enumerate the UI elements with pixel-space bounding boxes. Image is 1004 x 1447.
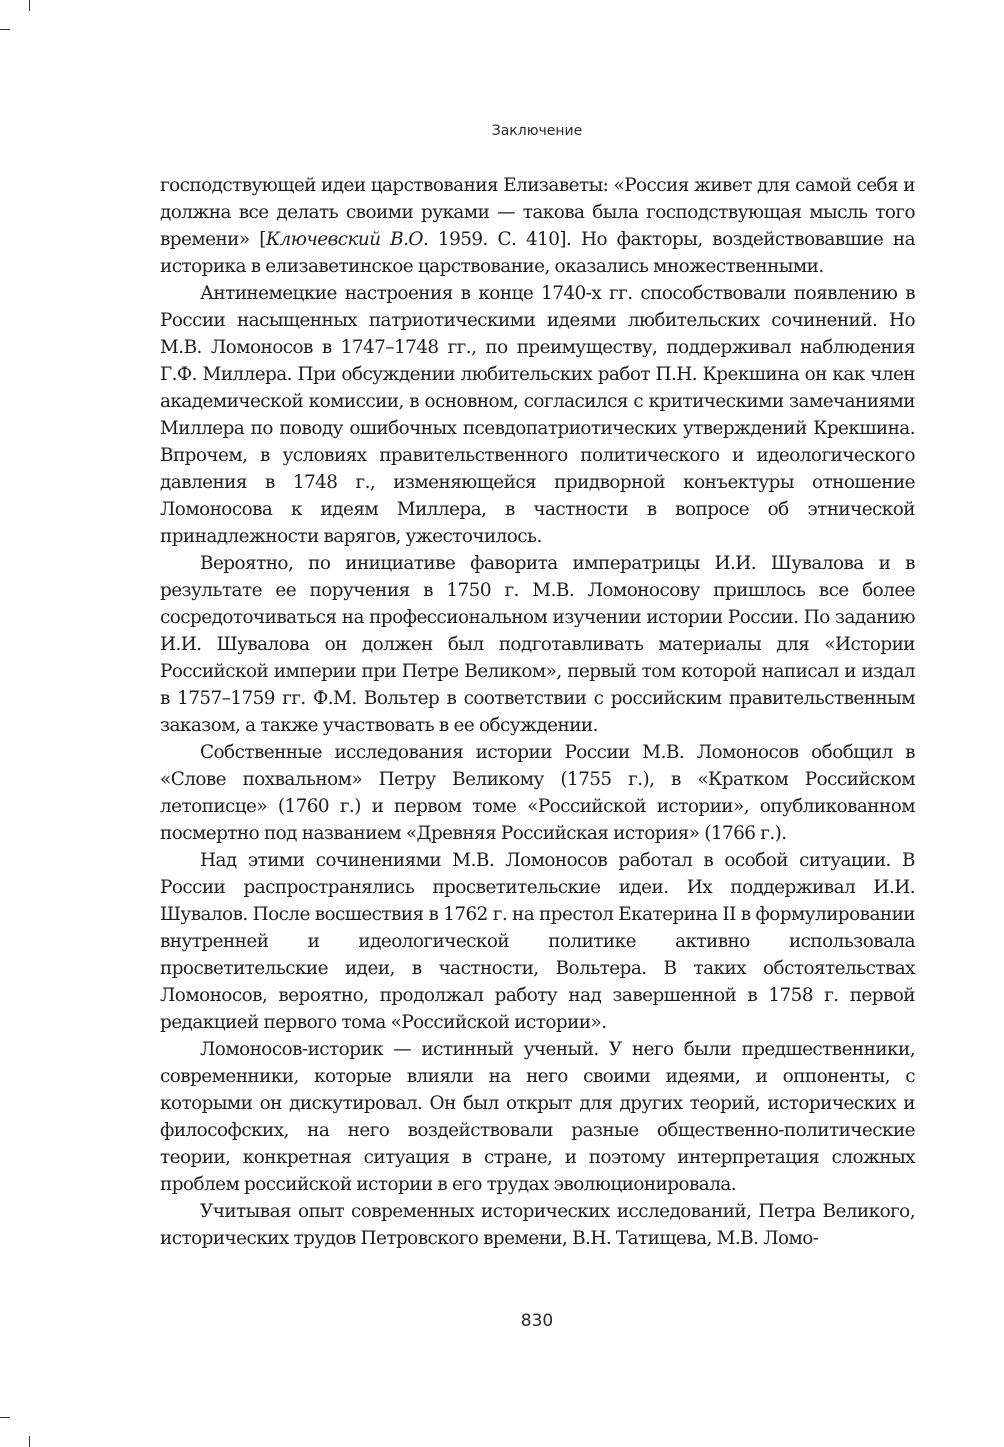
page-number: 830 [520, 1311, 554, 1331]
citation-author: Ключевский В.О. [265, 229, 429, 250]
paragraph-5: Над этими сочинениями М.В. Ломоносов работал в особой ситуации. В России распространялись просветительские идеи. Их поддерживал И.И. Шувалов. После восшествия в 1762 г. на престол Екатерина II в формулировании внутренней и идеологической политике активно использовала просветительские идеи, в частности, Вольтера. В таких обстоятельствах Ломоносов, вероятно, продолжал работу над завершенной в 1758 г. первой редакцией первого тома «Российской истории». [160, 850, 915, 1033]
body-text [160, 172, 915, 1252]
crop-mark-left-lower [0, 1417, 10, 1418]
crop-mark-left-upper [0, 29, 10, 30]
paragraph-2: Антинемецкие настроения в конце 1740-х гг. способствовали появлению в России насыщенных патриотическими идеями любительских сочинений. Но М.В. Ломоносов в 1747–1748 гг., по преимуществу, поддерживал наблюдения Г.Ф. Миллера. При обсуждении любительских работ П.Н. Крекшина он как член академической комиссии, в основном, согласился с критическими замечаниями Миллера по поводу ошибочных псевдопатриотических утверждений Крекшина. Впрочем, в условиях правительственного политического и идеологического давления в 1748 г., изменяющейся придворной конъектуры отношение Ломоносова к идеям Миллера, в частности в вопросе об этнической принадлежности варягов, ужесточилось. [160, 283, 915, 547]
crop-mark-top-left [29, 0, 30, 11]
paragraph-4: Собственные исследования истории России М.В. Ломоносов обобщил в «Слове похвальном» Петру Великому (1755 г.), в «Кратком Российском летописце» (1760 г.) и первом томе «Российской истории», опубликованном посмертно под названием «Древняя Российская история» (1766 г.). [160, 742, 915, 844]
paragraph-6: Ломоносов-историк — истинный ученый. У него были предшественники, современники, которые влияли на него своими идеями, и оппоненты, с которыми он дискутировал. Он был открыт для других теорий, исторических и философских, на него воздействовали разные общественно-политические теории, конкретная ситуация в стране, и поэтому интерпретация сложных проблем российской истории в его трудах эволюционировала. [160, 1039, 915, 1195]
paragraph-1-text-before: господствующей идеи царствования Елизаветы: «Россия живет для самой себя и должна все делать своими руками — такова была господствующая мысль того времени» [ [160, 175, 915, 250]
paragraph-7: Учитывая опыт современных исторических исследований, Петра Великого, исторических трудов Петровского времени, В.Н. Татищева, М.В. Ломо- [160, 1201, 915, 1249]
paragraph-1 [160, 172, 915, 280]
paragraph-3: Вероятно, по инициативе фаворита императрицы И.И. Шувалова и в результате ее поручения в 1750 г. М.В. Ломоносову пришлось все более сосредоточиваться на профессиональном изучении истории России. По заданию И.И. Шувалова он должен был подготавливать материалы для «Истории Российской империи при Петре Великом», первый том которой написал и издал в 1757–1759 гг. Ф.М. Вольтер в соответствии с российским правительственным заказом, а также участвовать в ее обсуждении. [160, 553, 915, 736]
running-head: Заключение [491, 123, 583, 139]
paragraph-1-text-after: 1959. С. 410]. Но факторы, воздействовавшие на историка в елизаветинское царствование, оказались множественными. [160, 229, 915, 277]
crop-mark-bottom-left [29, 1436, 30, 1447]
